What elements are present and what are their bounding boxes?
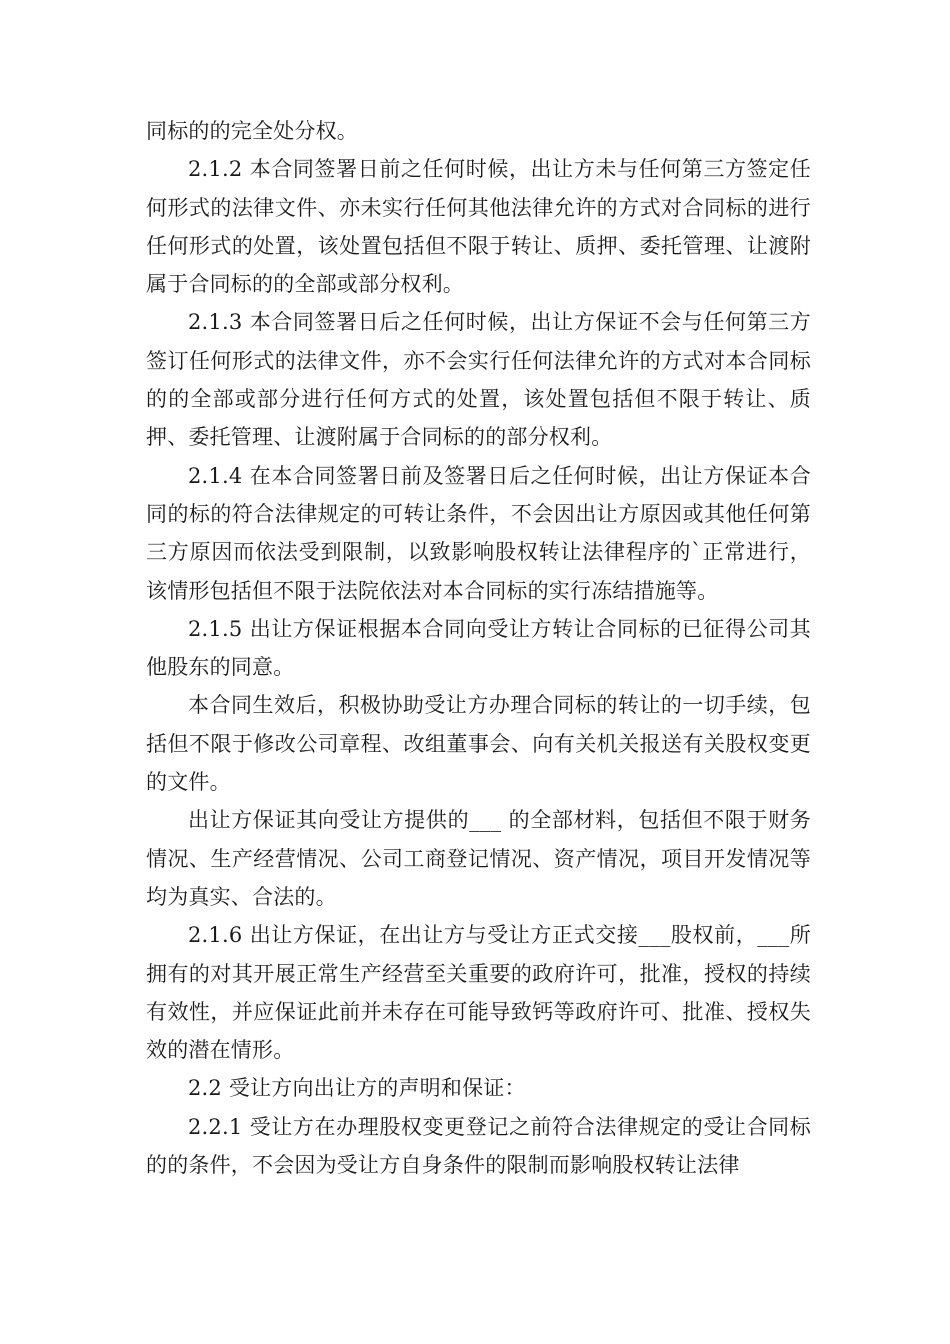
paragraph-assist-transfer: 本合同生效后，积极协助受让方办理合同标的转让的一切手续，包括但不限于修改公司章程、改组董事会、向有关机关报送有关股权变更的文件。 xyxy=(146,693,811,795)
paragraph-clause-2-1-6: 2.1.6 出让方保证，在出让方与受让方正式交接___股权前，___所拥有的对其开展正常生产经营至关重要的政府许可，批准，授权的持续有效性，并应保证此前并未存在可能导致钙等政府许可、批准、授权失效的潜在情形。 xyxy=(146,923,811,1063)
paragraph-clause-2-2-1: 2.2.1 受让方在办理股权变更登记之前符合法律规定的受让合同标的的条件，不会因为受让方自身条件的限制而影响股权转让法律 xyxy=(146,1114,811,1178)
document-body xyxy=(146,112,811,1184)
paragraph-continuation: 同标的的完全处分权。 xyxy=(146,119,358,143)
paragraph-clause-2-1-5: 2.1.5 出让方保证根据本合同向受让方转让合同标的已征得公司其他股东的同意。 xyxy=(146,616,811,680)
paragraph-clause-2-1-4: 2.1.4 在本合同签署日前及签署日后之任何时候，出让方保证本合同的标的符合法律规定的可转让条件，不会因出让方原因或其他任何第三方原因而依法受到限制，以致影响股权转让法律程序的`正常进行，该情形包括但不限于法院依法对本合同标的实行冻结措施等。 xyxy=(146,463,811,603)
paragraph-clause-2-1-3: 2.1.3 本合同签署日后之任何时候，出让方保证不会与任何第三方签订任何形式的法律文件，亦不会实行任何法律允许的方式对本合同标的的全部或部分进行任何方式的处置，该处置包括但不限于转让、质押、委托管理、让渡附属于合同标的的部分权利。 xyxy=(146,310,811,450)
paragraph-clause-2-1-2: 2.1.2 本合同签署日前之任何时候，出让方未与任何第三方签定任何形式的法律文件、亦未实行任何其他法律允许的方式对合同标的进行任何形式的处置，该处置包括但不限于转让、质押、委托管理、让渡附属于合同标的的全部或部分权利。 xyxy=(146,157,811,297)
paragraph-materials-guarantee: 出让方保证其向受让方提供的___ 的全部材料，包括但不限于财务情况、生产经营情况、公司工商登记情况、资产情况，项目开发情况等均为真实、合法的。 xyxy=(146,808,811,909)
paragraph-clause-2-2: 2.2 受让方向出让方的声明和保证： xyxy=(188,1076,526,1101)
